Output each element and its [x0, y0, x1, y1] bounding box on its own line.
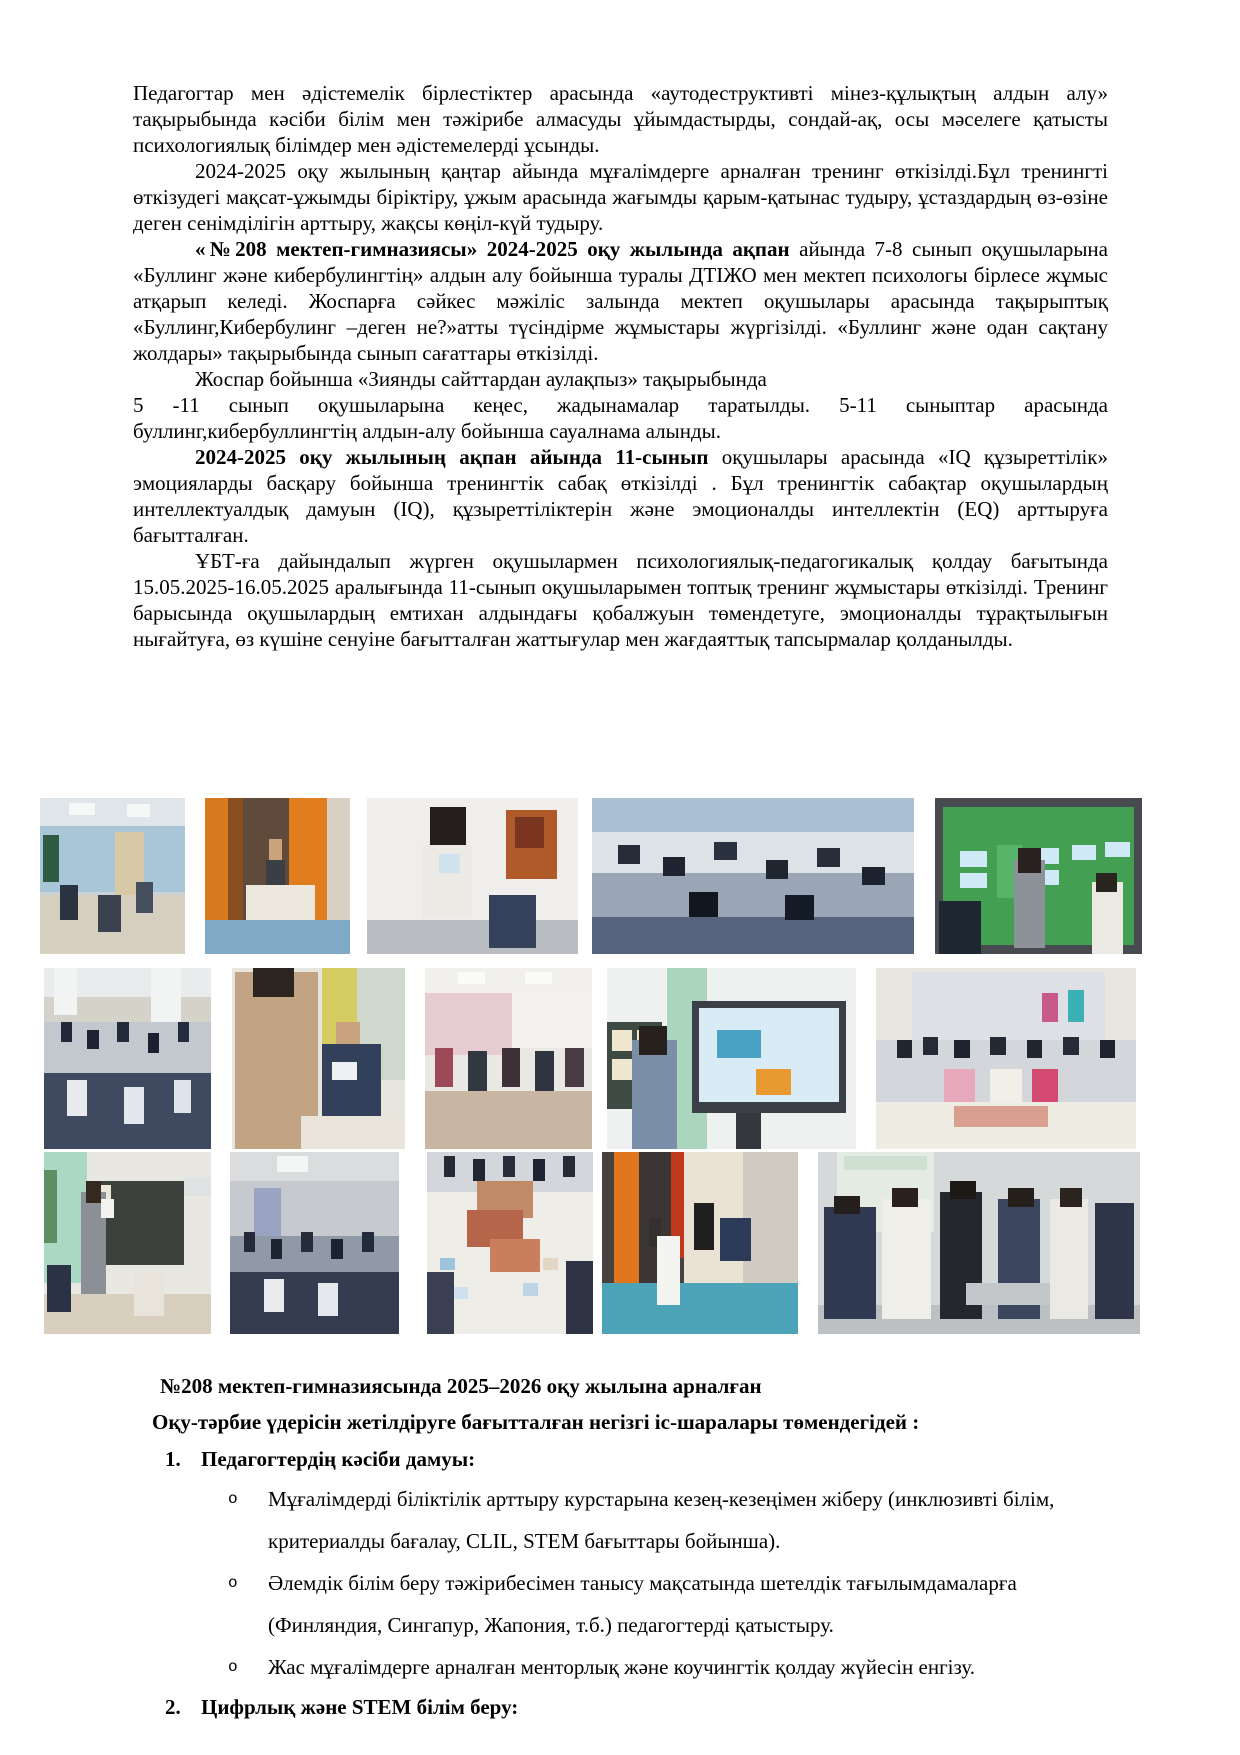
paragraph-ubt-support: ҰБТ-ға дайындалып жүрген оқушылармен психологиялық-педагогикалық қолдау бағытында 15.05.2025-16.05.2025 аралығында 11-сынып оқушыларымен топтық тренинг жұмыстары өткізілді. Тренинг барысында оқушылардың емтихан алдындағы қобалжуын төмендетуге, эмоционалды тұрақтылығын нығайтуға, өз күшіне сенуіне бағытталған жаттығулар мен жағдаяттық тапсырмалар қолданылды. [133, 549, 1108, 651]
photo-auditorium-audience [592, 798, 914, 954]
photo-teachers-meeting-room [425, 968, 592, 1149]
paragraph-harmful-sites-lead: Жоспар бойынша «Зиянды сайттардан аулақпыз» тақырыбында [195, 367, 767, 391]
photo-craft-table-workshop [427, 1152, 593, 1334]
photo-teacher-at-blackboard [44, 1152, 211, 1334]
plan-item-1-heading [165, 1440, 1118, 1478]
paragraph-iq-training: 2024-2025 оқу жылының ақпан айында 11-сынып оқушылары арасында «IQ құзыреттілік» эмоцияларды басқару бойынша тренингтік сабақ өткізілді . Бұл тренингтік сабақтар оқушылардың интеллектуалдық дамуын (IQ), құзыреттіліктерін және эмоционалды интеллектін (EQ) арттыруға бағытталған. [133, 445, 1109, 547]
paragraph-bullying-prevention: «№208 мектеп-гимназиясы» 2024-2025 оқу жылында ақпан айында 7-8 сынып оқушыларына «Буллинг және кибербулингтің» алдын алу бойынша туралы ДТІЖО мен мектеп психологы бірлесе жұмыс атқарып келеді. Жоспарға сәйкес мәжіліс залында мектеп оқушылары арасында тақырыптық «Буллинг,Кибербулинг –деген не?»атты түсіндірме жұмыстары жүргізілді. «Буллинг және одан сақтану жолдары» тақырыбында сынып сағаттары өткізілді. [133, 237, 1108, 365]
report-body [133, 80, 1108, 652]
plan-heading-line1: №208 мектеп-гимназиясында 2025–2026 оқу жылына арналған [160, 1374, 762, 1398]
plan-item-1-title: Педагогтердің кәсіби дамуы: [201, 1447, 476, 1471]
bullet-marker-icon: o [228, 1490, 238, 1508]
photo-students-seated-audience [44, 968, 211, 1149]
photo-students-listening [230, 1152, 399, 1334]
action-plan-section [133, 1368, 1118, 1726]
plan-heading-line2: Оқу-тәрбие үдерісін жетілдіруге бағытталған негізгі іс-шаралары төмендегідей : [152, 1410, 920, 1434]
plan-bullet-mentoring: o Жас мұғалімдерге арналған менторлық және коучингтік қолдау жүйесін енгізу. [228, 1646, 1118, 1688]
plan-item-2-heading [165, 1688, 1118, 1726]
plan-item-1-number: 1. [165, 1447, 181, 1471]
plan-item-2-number: 2. [165, 1695, 181, 1719]
photo-student-presenting-booklet [367, 798, 578, 954]
photo-group-photo-led-screen [876, 968, 1136, 1149]
photo-students-group-balloons [818, 1152, 1140, 1334]
plan-bullet-courses: o Мұғалімдерді біліктілік арттыру курстарына кезең-кезеңімен жіберу (инклюзивті білім, критериалды бағалау, CLIL, STEM бағыттары бойынша). [228, 1478, 1118, 1562]
paragraph-methodical-exchange: Педагогтар мен әдістемелік бірлестіктер арасында «аутодеструктивті мінез-құлықтың алдын алу» тақырыбында кәсіби білім мен тәжірибе алмасуды ұйымдастырды, сондай-ақ, осы мәселеге қатысты психологиялық білімдер мен әдістемелерді ұсынды. [133, 81, 1108, 157]
photo-teacher-assisting-student [232, 968, 405, 1149]
plan-bullet-internships: o Әлемдік білім беру тәжірибесімен танысу мақсатында шетелдік тағылымдамаларға (Финляндия, Сингапур, Жапония, т.б.) педагогтерді қатыстыру. [228, 1562, 1118, 1646]
paragraph-harmful-sites-body: 5 -11 сынып оқушыларына кеңес, жадынамалар таратылды. 5-11 сыныптар арасында буллинг,кибербуллингтің алдын-алу бойынша сауалнама алынды. [133, 393, 1108, 443]
photo-teachers-at-green-smartboard [935, 798, 1142, 954]
photo-classroom-training [40, 798, 185, 954]
photo-teacher-at-interactive-board [607, 968, 856, 1149]
photo-assembly-hall-presentation [205, 798, 350, 954]
photo-stage-with-podium [602, 1152, 798, 1334]
paragraph-january-training: 2024-2025 оқу жылының қаңтар айында мұғалімдерге арналған тренинг өткізілді.Бұл тренингті өткізудегі мақсат-ұжымды біріктіру, ұжым арасында жағымды қарым-қатынас тудыру, ұстаздардың өз-өзіне деген сенімділігін арттыру, жақсы көңіл-күй тудыру. [133, 159, 1108, 235]
plan-item-2-title: Цифрлық және STEM білім беру: [201, 1695, 519, 1719]
bullet-marker-icon: o [228, 1658, 238, 1676]
bullet-marker-icon: o [228, 1574, 238, 1592]
